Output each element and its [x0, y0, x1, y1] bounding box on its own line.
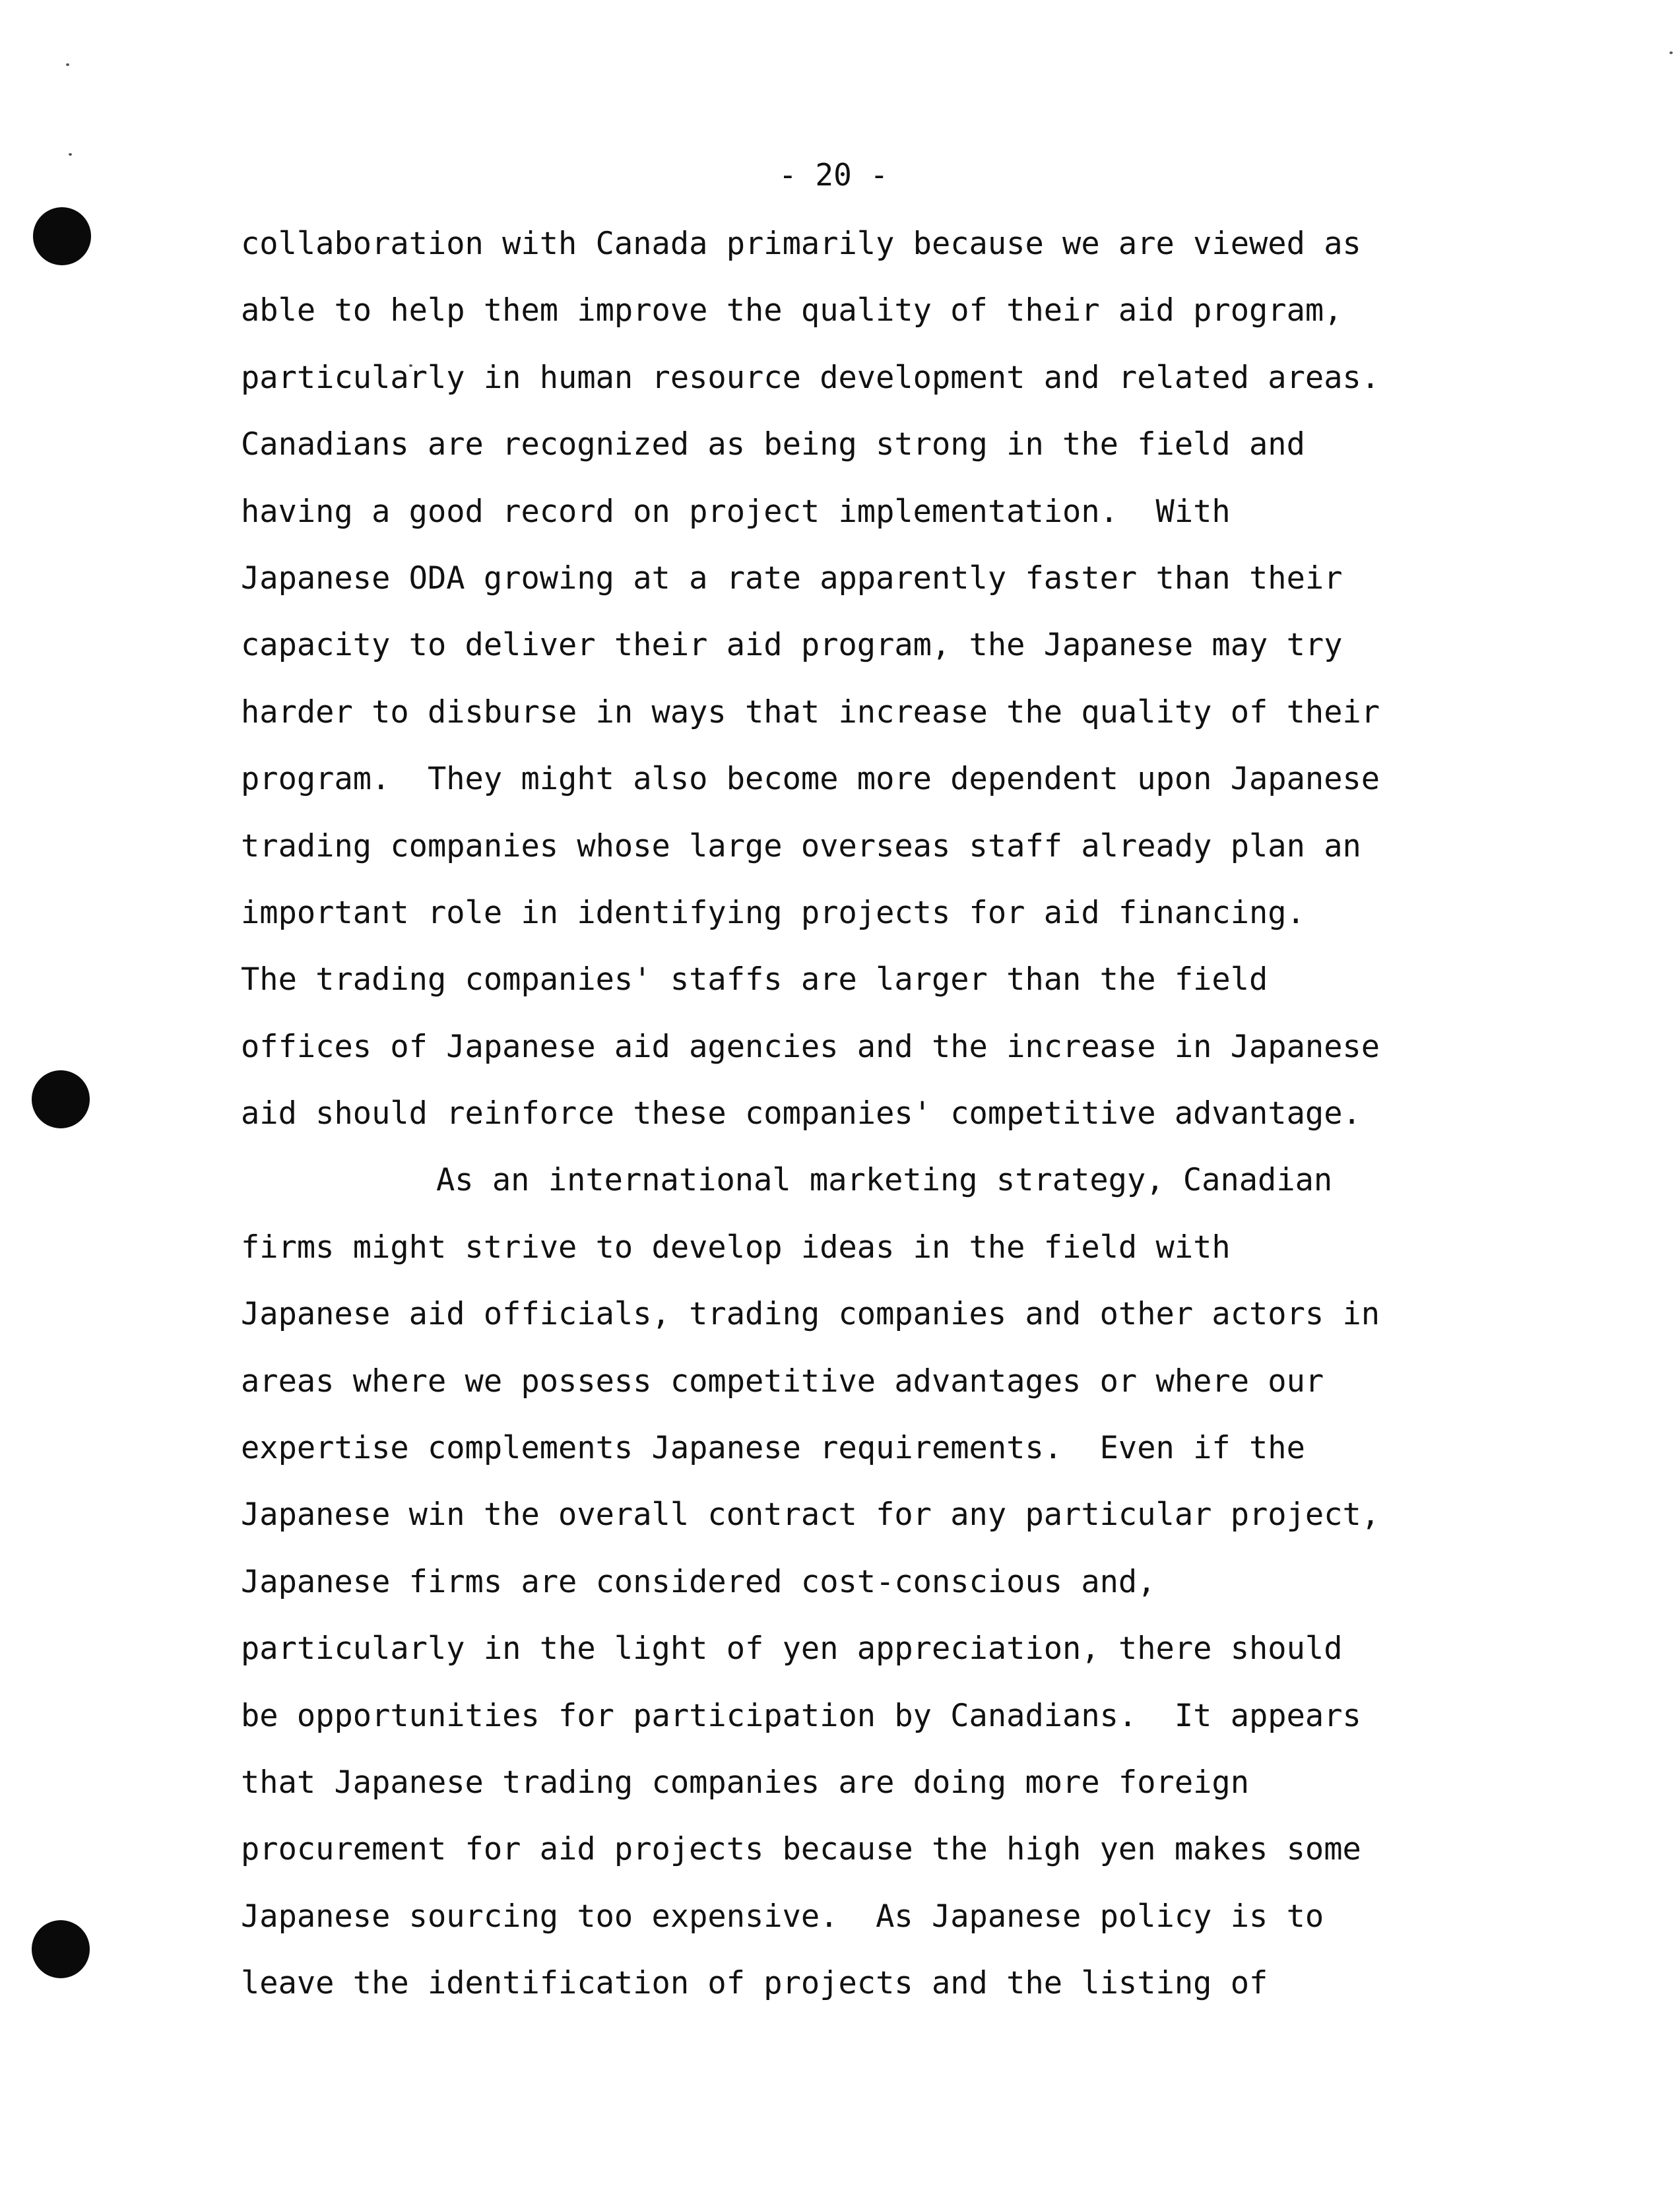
text-line: offices of Japanese aid agencies and the increase in Japanese [241, 1028, 1380, 1065]
text-line: having a good record on project implementation. With [241, 493, 1231, 530]
paragraph-start-line: As an international marketing strategy, Canadian [436, 1162, 1333, 1199]
text-line: able to help them improve the quality of their aid program, [241, 292, 1343, 329]
text-line: harder to disburse in ways that increase the quality of their [241, 694, 1380, 730]
text-line: aid should reinforce these companies' competitive advantage. [241, 1095, 1361, 1132]
scan-speck [69, 153, 72, 156]
punch-hole-top [33, 207, 91, 265]
text-line: Japanese ODA growing at a rate apparently faster than their [241, 560, 1343, 597]
scan-speck [1669, 51, 1673, 54]
text-line: firms might strive to develop ideas in the field with [241, 1229, 1231, 1266]
text-line: Japanese win the overall contract for any particular project, [241, 1497, 1380, 1533]
text-line: trading companies whose large overseas staff already plan an [241, 827, 1361, 864]
text-line: Canadians are recognized as being strong in the field and [241, 426, 1305, 463]
text-line: important role in identifying projects for aid financing. [241, 894, 1305, 931]
punch-hole-middle [32, 1070, 90, 1128]
text-line: be opportunities for participation by Canadians. It appears [241, 1697, 1361, 1734]
text-line: collaboration with Canada primarily because we are viewed as [241, 226, 1361, 262]
text-line: Japanese aid officials, trading companies and other actors in [241, 1296, 1380, 1333]
text-line: expertise complements Japanese requirements. Even if the [241, 1430, 1305, 1467]
text-line: Japanese firms are considered cost-conscious and, [241, 1563, 1156, 1600]
text-line: areas where we possess competitive advantages or where our [241, 1363, 1324, 1400]
scan-speck [66, 63, 69, 66]
text-line: The trading companies' staffs are larger than the field [241, 961, 1268, 998]
text-line: particularly in human resource development and related areas. [241, 359, 1380, 396]
text-line: that Japanese trading companies are doing more foreign [241, 1764, 1250, 1801]
body-text [241, 218, 1495, 2024]
page-number: - 20 - [779, 157, 889, 193]
punch-hole-bottom [32, 1920, 90, 1978]
text-line: procurement for aid projects because the high yen makes some [241, 1831, 1361, 1868]
text-line: program. They might also become more dependent upon Japanese [241, 761, 1380, 798]
text-line: leave the identification of projects and the listing of [241, 1965, 1268, 2002]
text-line: particularly in the light of yen appreciation, there should [241, 1630, 1343, 1667]
text-line: capacity to deliver their aid program, the Japanese may try [241, 627, 1343, 664]
text-line: Japanese sourcing too expensive. As Japanese policy is to [241, 1898, 1324, 1935]
